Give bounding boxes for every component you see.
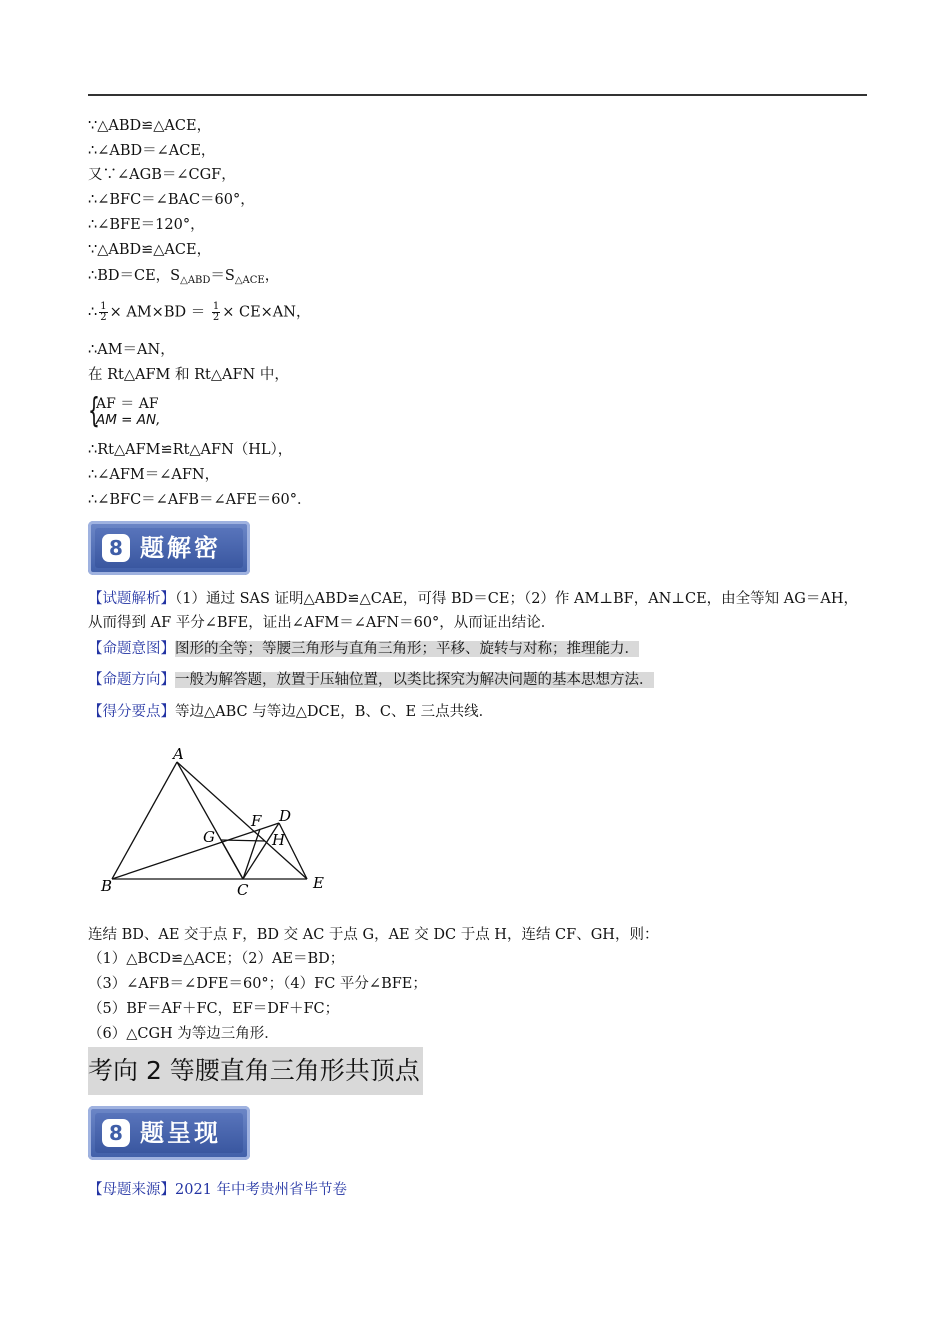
segment-GC [221,840,243,879]
proof-line: ∴∠BFC＝∠AFB＝∠AFE＝60°． [88,492,312,508]
system-row-1: AF ＝ AF [96,396,159,412]
label-F: F [251,812,262,830]
label-H: H [272,831,286,849]
header-rule [88,94,867,96]
proof-line: ∴∠BFE＝120°， [88,217,205,233]
logo-icon: 8 [102,534,130,562]
segment-CF [243,829,260,879]
analysis-line-2: 从而得到 AF 平分∠BFE，证出∠AFM＝∠AFN＝60°，从而证出结论． [88,615,556,631]
direction-line: 【命题方向】一般为解答题，放置于压轴位置，以类比探究为解决问题的基本思想方法． [88,672,654,688]
proof-line: 在 Rt△AFM 和 Rt△AFN 中， [88,367,289,383]
proof-line: ∴∠ABD＝∠ACE， [88,143,216,159]
conclusion-intro: 连结 BD、AE 交于点 F，BD 交 AC 于点 G，AE 交 DC 于点 H，连结 CF、GH，则： [88,927,659,943]
system-row-2: AM = AN, [96,412,161,428]
proof-line: ∴∠AFM＝∠AFN， [88,467,220,483]
keypoint-line: 【得分要点】等边△ABC 与等边△DCE，B、C、E 三点共线． [88,704,494,720]
conclusion-line: （3）∠AFB＝∠DFE＝60°；（4）FC 平分∠BFE； [88,976,427,992]
conclusion-line: （1）△BCD≌△ACE；（2）AE＝BD； [88,951,345,967]
label-D: D [279,807,292,825]
fraction-half: $\frac{1}{2}$ [212,301,220,323]
section-title: 考向 2 等腰直角三角形共顶点 [88,1047,423,1095]
badge-label: 题解密 [140,534,221,562]
proof-line: ∵△ABD≌△ACE， [88,118,212,134]
label-C: C [237,881,249,899]
proof-line: ∴Rt△AFM≌Rt△AFN（HL）， [88,442,293,458]
equation-system [88,391,161,431]
badge-problem [88,1106,250,1160]
logo-icon: 8 [102,1119,130,1147]
label-A: A [173,745,184,763]
proof-line: 又∵∠AGB＝∠CGF， [88,167,236,183]
label-E: E [313,874,324,892]
geometry-figure [95,745,345,905]
proof-line: ∴AM＝AN， [88,342,175,358]
fraction-line: ∴ $\frac{1}{2}$ × AM×BD ＝ $\frac{1}{2}$ × CE×AN， [88,301,311,323]
badge-solution [88,521,250,575]
brace-symbol: { [88,391,100,431]
proof-line: ∵△ABD≌△ACE， [88,242,212,258]
label-B: B [101,877,113,895]
badge-label: 题呈现 [140,1119,221,1147]
intent-line: 【命题意图】图形的全等；等腰三角形与直角三角形；平移、旋转与对称；推理能力． [88,641,639,657]
label-G: G [203,828,215,846]
analysis-line-1: 【试题解析】（1）通过 SAS 证明△ABD≌△CAE，可得 BD＝CE；（2）作 AM⊥BF，AN⊥CE，由全等知 AG＝AH， [88,591,858,607]
area-equality-line: ∴BD＝CE，$S_{\triangle ABD}=S_{\triangle ACE}$， [88,268,280,286]
proof-line: ∴∠BFC＝∠BAC＝60°， [88,192,255,208]
fraction-half: $\frac{1}{2}$ [100,301,107,323]
source-line: 【母题来源】2021 年中考贵州省毕节卷 [88,1182,348,1198]
conclusion-line: （5）BF＝AF＋FC，EF＝DF＋FC； [88,1001,340,1017]
conclusion-line: （6）△CGH 为等边三角形． [88,1026,279,1042]
segment-AB [112,762,177,879]
